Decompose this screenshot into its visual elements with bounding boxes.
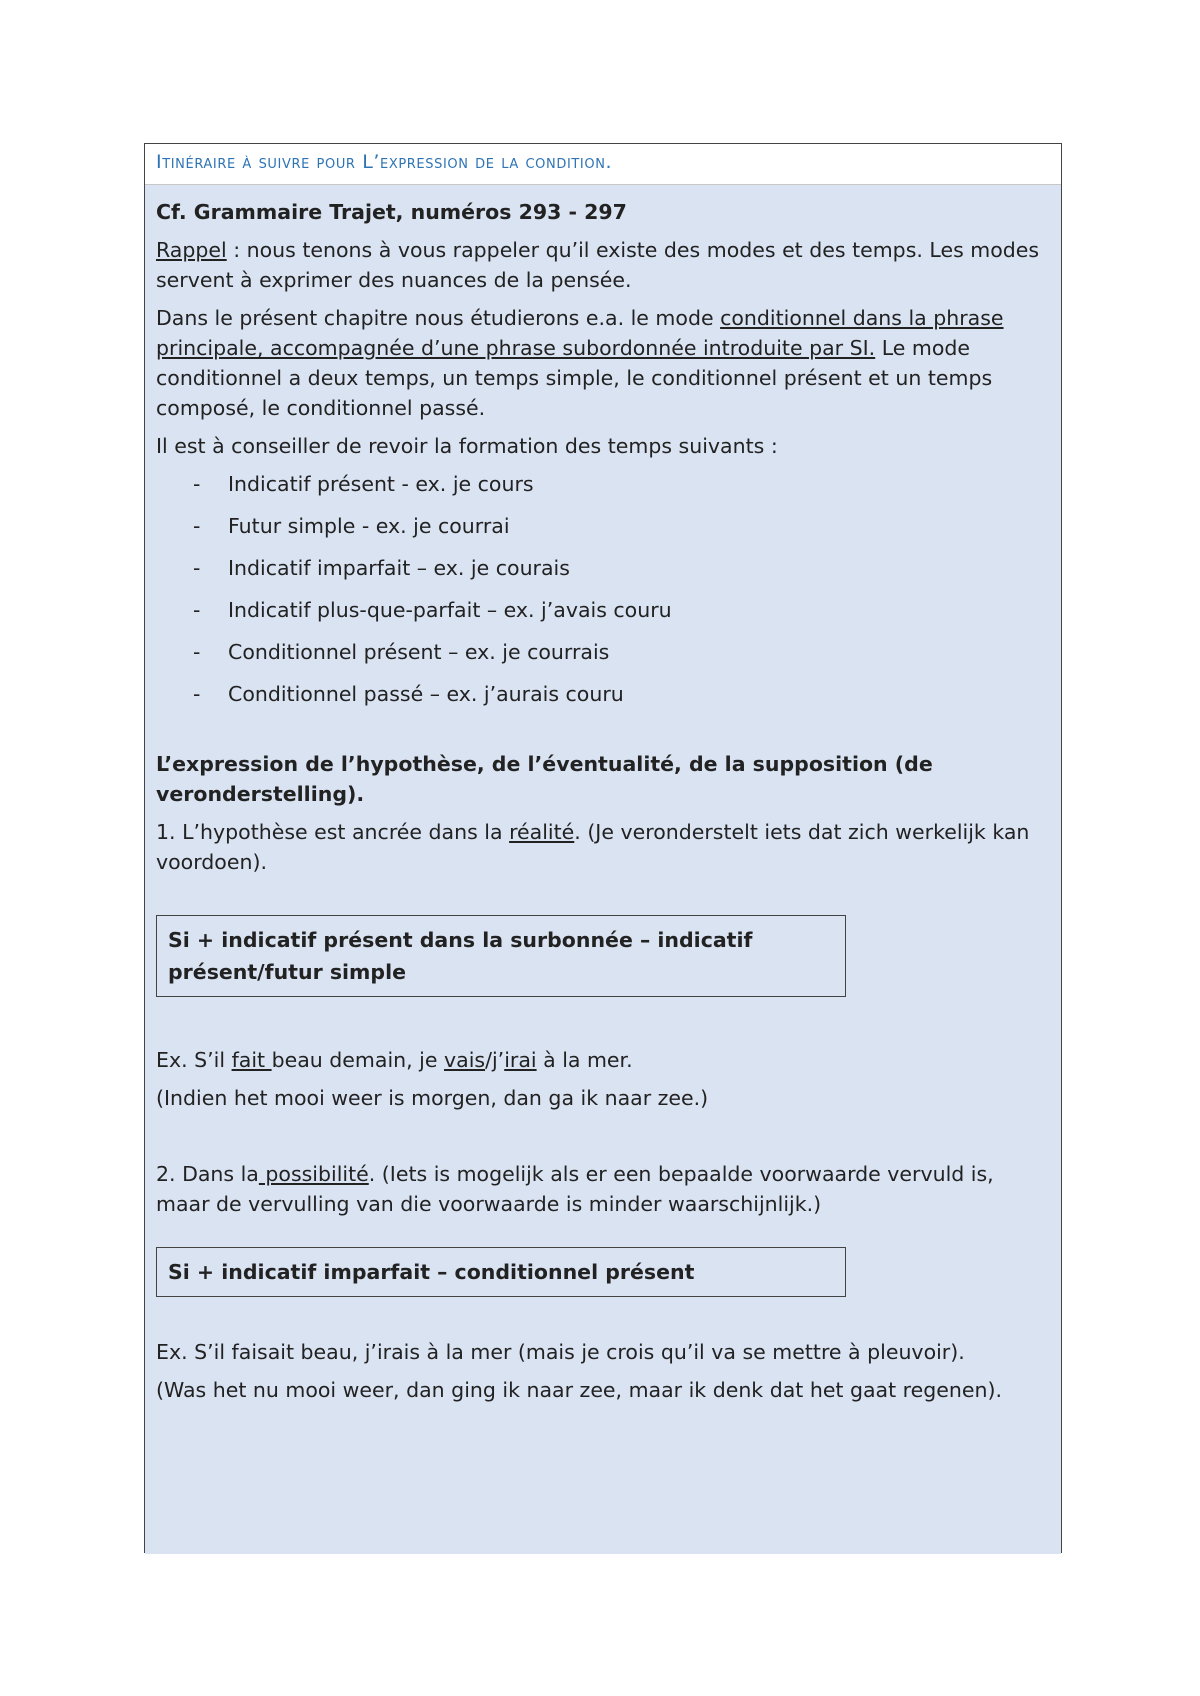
case2-paragraph xyxy=(156,1159,1050,1219)
list-item xyxy=(156,595,1050,625)
case1-translation: (Indien het mooi weer is morgen, dan ga ik naar zee.) xyxy=(156,1086,709,1110)
rappel-text: : nous tenons à vous rappeler qu’il existe des modes et des temps. Les modes servent à exprimer des nuances de la pensée. xyxy=(156,238,1040,292)
case1-example-part: à la mer. xyxy=(536,1048,633,1072)
document-table xyxy=(144,143,1062,1553)
list-item-text: Futur simple - ex. je courrai xyxy=(228,514,510,538)
list-bullet: - xyxy=(193,514,201,538)
list-item-text: Conditionnel présent – ex. je courrais xyxy=(228,640,610,664)
list-bullet: - xyxy=(193,556,201,580)
rappel-paragraph xyxy=(156,235,1050,295)
list-bullet: - xyxy=(193,472,201,496)
case2-example: Ex. S’il faisait beau, j’irais à la mer (mais je crois qu’il va se mettre à pleuvoir). xyxy=(156,1340,965,1364)
case2-intro: 2. Dans la xyxy=(156,1162,259,1186)
list-item-text: Conditionnel passé – ex. j’aurais couru xyxy=(228,682,624,706)
case1-rest: . (Je veronderstelt iets dat zich werkelijk kan voordoen). xyxy=(156,820,1030,874)
case1-example-underlined: irai xyxy=(504,1048,537,1072)
list-item xyxy=(156,511,1050,541)
content-cell xyxy=(145,185,1061,1554)
case1-intro: 1. L’hypothèse est ancrée dans la xyxy=(156,820,510,844)
reference-heading: Cf. Grammaire Trajet, numéros 293 - 297 xyxy=(156,200,627,224)
case1-example-underlined: vais xyxy=(444,1048,486,1072)
list-item-text: Indicatif imparfait – ex. je courais xyxy=(228,556,570,580)
case1-rule-box: Si + indicatif présent dans la surbonnée – indicatif présent/futur simple xyxy=(156,915,846,997)
case1-example-part: /j’ xyxy=(485,1048,505,1072)
case1-example-underlined: fait xyxy=(231,1048,272,1072)
list-bullet: - xyxy=(193,682,201,706)
case1-example xyxy=(156,1045,1050,1075)
case2-rest: . (Iets is mogelijk als er een bepaalde voorwaarde vervuld is, maar de vervulling van die voorwaarde is minder waarschijnlijk.) xyxy=(156,1162,994,1216)
advice-paragraph: Il est à conseiller de revoir la formation des temps suivants : xyxy=(156,434,778,458)
chapter-rest: Le mode conditionnel a deux temps, un temps simple, le conditionnel présent et un temps composé, le conditionnel passé. xyxy=(156,336,993,420)
header-cell xyxy=(145,144,1061,185)
list-item-text: Indicatif plus-que-parfait – ex. j’avais couru xyxy=(228,598,672,622)
case1-example-part: Ex. S’il xyxy=(156,1048,232,1072)
list-bullet: - xyxy=(193,640,201,664)
case1-example-part: beau demain, je xyxy=(271,1048,444,1072)
case1-paragraph xyxy=(156,817,1050,877)
case2-rule-box: Si + indicatif imparfait – conditionnel présent xyxy=(156,1247,846,1297)
tense-list xyxy=(156,469,1050,709)
chapter-paragraph xyxy=(156,303,1050,423)
list-item xyxy=(156,637,1050,667)
case2-underlined: possibilité xyxy=(258,1162,369,1186)
list-item xyxy=(156,469,1050,499)
list-bullet: - xyxy=(193,598,201,622)
rappel-label: Rappel xyxy=(156,238,227,262)
document-title: Itinéraire à suivre pour L’expression de la condition. xyxy=(156,151,613,173)
chapter-intro: Dans le présent chapitre nous étudierons e.a. le mode xyxy=(156,306,721,330)
hypothesis-heading: L’expression de l’hypothèse, de l’éventualité, de la supposition (de veronderstelling). xyxy=(156,752,933,806)
chapter-underlined: conditionnel dans la phrase principale, accompagnée d’une phrase subordonnée introduite par SI. xyxy=(156,306,1004,360)
list-item xyxy=(156,679,1050,709)
case1-underlined: réalité xyxy=(509,820,575,844)
case2-translation: (Was het nu mooi weer, dan ging ik naar zee, maar ik denk dat het gaat regenen). xyxy=(156,1378,1003,1402)
list-item xyxy=(156,553,1050,583)
list-item-text: Indicatif présent - ex. je cours xyxy=(228,472,534,496)
